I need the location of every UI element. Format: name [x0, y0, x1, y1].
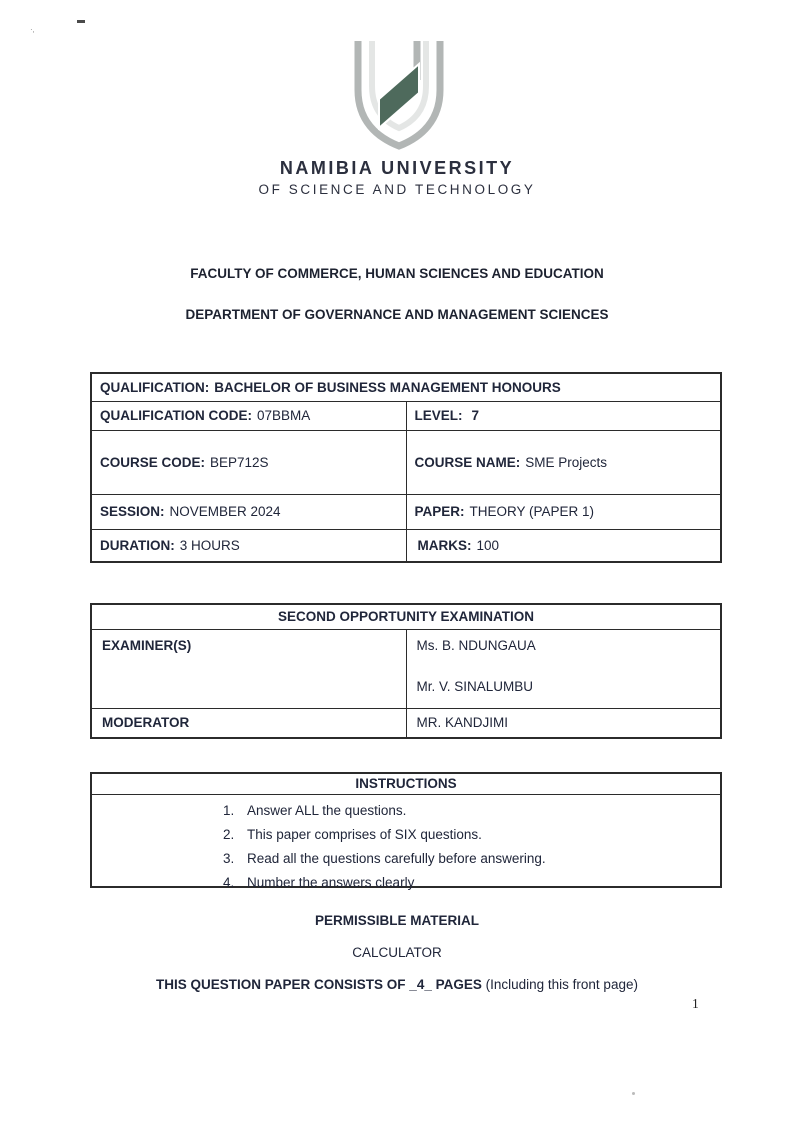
- duration-cell: [91, 529, 406, 562]
- session-label: SESSION:: [100, 504, 165, 519]
- course-code-value: BEP712S: [210, 454, 269, 470]
- instruction-item: Answer ALL the questions.: [247, 803, 407, 818]
- duration-label: DURATION:: [100, 537, 175, 553]
- table-row: [91, 401, 721, 430]
- table-row: [91, 629, 721, 708]
- paper-cell: [406, 494, 721, 529]
- table-row: [91, 708, 721, 738]
- duration-value: 3 HOURS: [179, 537, 240, 553]
- qualification-label: QUALIFICATION:: [100, 379, 210, 395]
- faculty-heading: FACULTY OF COMMERCE, HUMAN SCIENCES AND EDUCATION: [190, 266, 604, 281]
- instructions-list: [92, 795, 720, 891]
- course-name-value: SME Projects: [525, 454, 608, 470]
- level-label: LEVEL:: [414, 408, 463, 423]
- qualification-code-label: QUALIFICATION CODE:: [100, 408, 252, 423]
- pages-statement-bold: THIS QUESTION PAPER CONSISTS OF _4_ PAGES: [156, 977, 482, 992]
- level-cell: [406, 401, 721, 430]
- qualification-code-cell: [91, 401, 406, 430]
- table-row: [91, 529, 721, 562]
- examiner-name: Mr. V. SINALUMBU: [416, 678, 534, 694]
- examiner-name: Ms. B. NDUNGAUA: [416, 637, 536, 653]
- session-value: NOVEMBER 2024: [169, 504, 281, 519]
- university-shield-logo: [349, 38, 449, 152]
- page-number: 1: [692, 996, 699, 1011]
- course-code-label: COURSE CODE:: [100, 454, 206, 470]
- table-row: [91, 430, 721, 494]
- paper-value: THEORY (PAPER 1): [469, 504, 595, 519]
- university-subtitle: OF SCIENCE AND TECHNOLOGY: [258, 182, 536, 197]
- pages-statement-regular: (Including this front page): [485, 977, 638, 992]
- scan-artifact-dash: [77, 20, 85, 23]
- course-info-table: [90, 372, 722, 563]
- table-row: [91, 373, 721, 401]
- instructions-box: [90, 772, 722, 888]
- course-name-cell: [406, 430, 721, 494]
- level-value: 7: [471, 408, 480, 423]
- marks-value: 100: [476, 537, 500, 553]
- scan-artifact-dot: [632, 1092, 635, 1095]
- qualification-value: BACHELOR OF BUSINESS MANAGEMENT HONOURS: [214, 379, 561, 395]
- examination-table: [90, 603, 722, 739]
- instruction-item: This paper comprises of SIX questions.: [247, 827, 482, 842]
- moderator-label: MODERATOR: [91, 708, 406, 738]
- session-cell: [91, 494, 406, 529]
- department-heading: DEPARTMENT OF GOVERNANCE AND MANAGEMENT SCIENCES: [185, 307, 609, 322]
- table-row: [91, 604, 721, 629]
- moderator-name: MR. KANDJIMI: [406, 708, 721, 738]
- permissible-material-value: CALCULATOR: [352, 945, 442, 960]
- marks-cell: [406, 529, 721, 562]
- qualification-cell: [91, 373, 721, 401]
- marks-label: MARKS:: [417, 537, 472, 553]
- scan-artifact-speck: ·‚: [30, 25, 35, 34]
- university-name: NAMIBIA UNIVERSITY: [279, 158, 515, 178]
- instructions-title: INSTRUCTIONS: [92, 774, 720, 795]
- table-row: [91, 494, 721, 529]
- exam-title: SECOND OPPORTUNITY EXAMINATION: [91, 604, 721, 629]
- instruction-item: Number the answers clearly: [247, 875, 415, 890]
- pages-statement: [0, 977, 794, 992]
- examiners-label: EXAMINER(S): [91, 629, 406, 708]
- examiners-cell: [406, 629, 721, 708]
- qualification-code-value: 07BBMA: [257, 408, 311, 423]
- permissible-material-heading: PERMISSIBLE MATERIAL: [314, 913, 479, 928]
- course-code-cell: [91, 430, 406, 494]
- course-name-label: COURSE NAME:: [414, 454, 521, 470]
- paper-label: PAPER:: [414, 504, 465, 519]
- instruction-item: Read all the questions carefully before answering.: [247, 851, 546, 866]
